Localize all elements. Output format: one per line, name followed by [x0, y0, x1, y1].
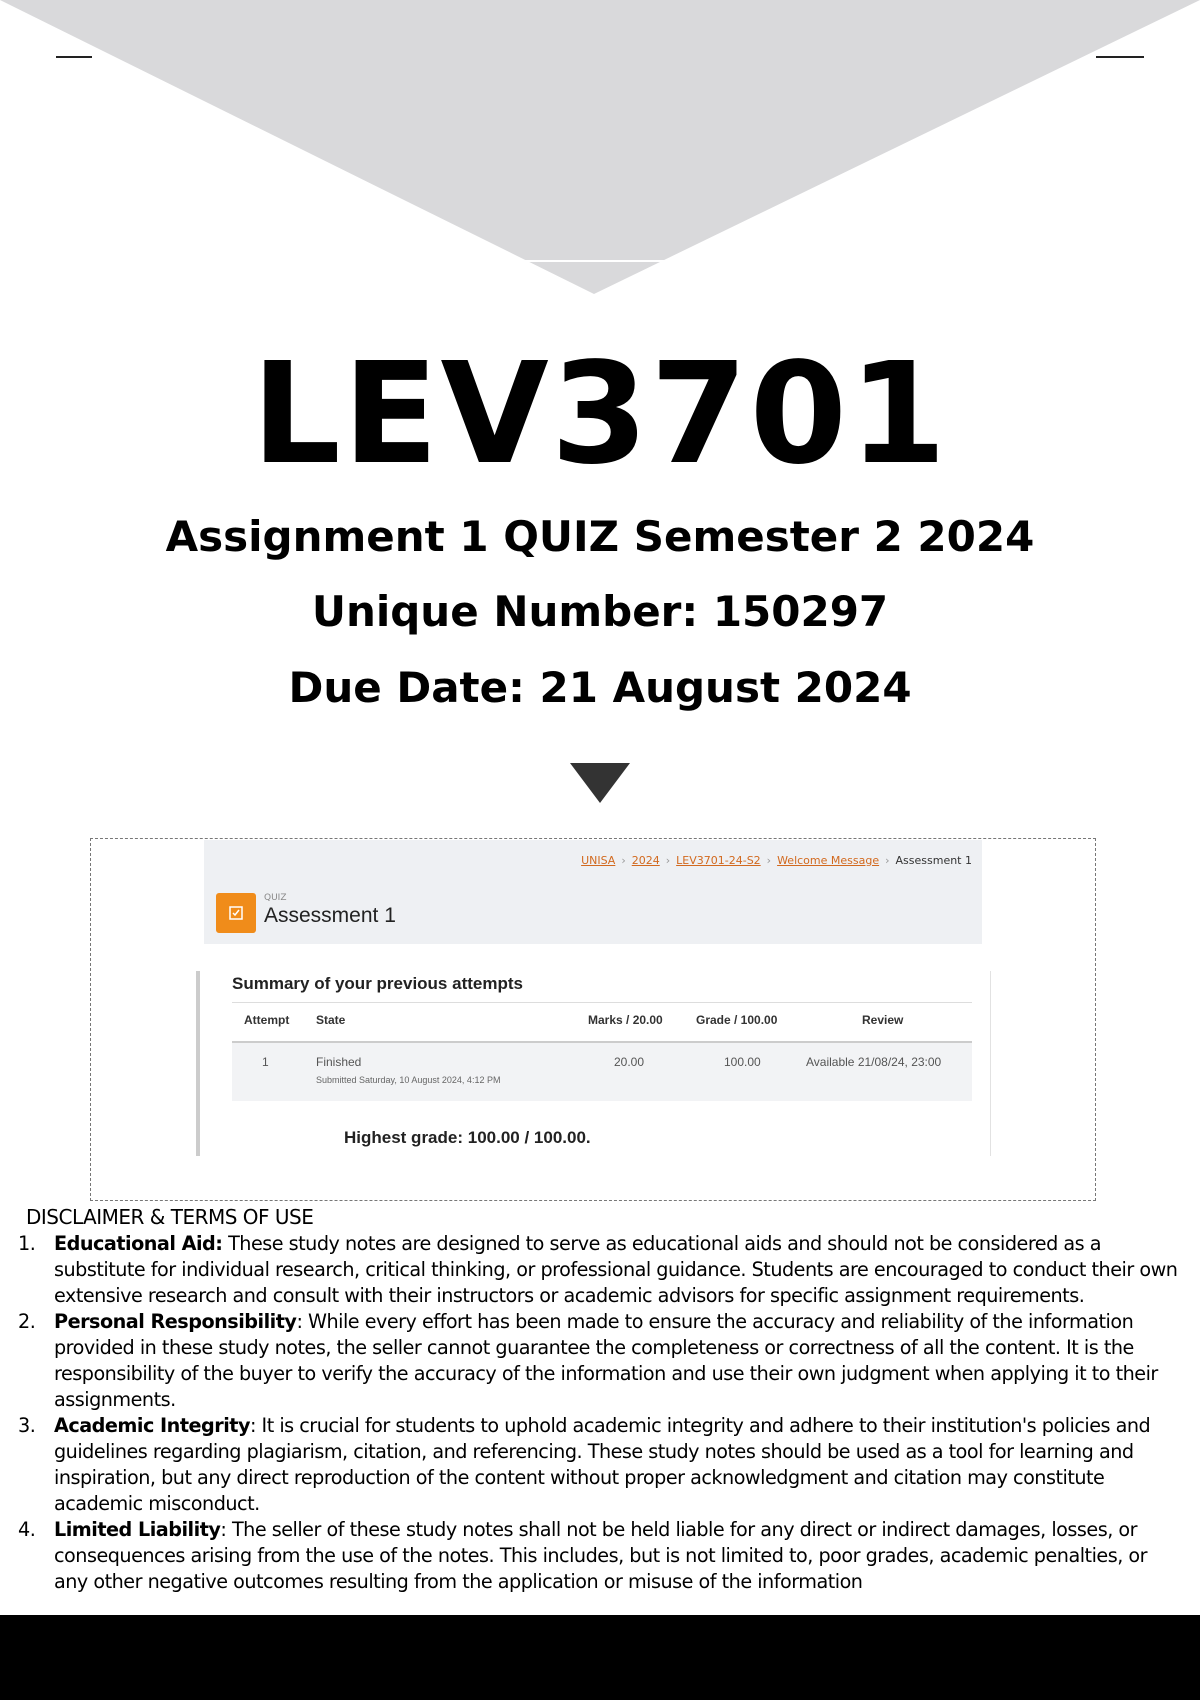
cell-grade: 100.00 — [724, 1055, 761, 1069]
assignment-line: Assignment 1 QUIZ Semester 2 2024 — [165, 512, 1035, 561]
chevron-right-icon: › — [665, 854, 671, 867]
disclaimer-heading: DISCLAIMER & TERMS OF USE — [26, 1205, 314, 1229]
unique-number-line: Unique Number: 150297 — [311, 587, 889, 636]
cell-state: Finished — [316, 1055, 362, 1069]
chevron-right-icon: › — [766, 854, 772, 867]
item-number: 2. — [18, 1310, 36, 1333]
down-triangle-icon — [570, 763, 630, 803]
cell-marks: 20.00 — [614, 1055, 645, 1069]
item-number: 3. — [18, 1414, 36, 1437]
corner-rule-left — [56, 56, 92, 58]
attempts-summary-panel — [196, 971, 991, 1156]
quiz-type-label: QUIZ — [264, 893, 287, 903]
column-header-state: State — [316, 1013, 346, 1027]
breadcrumb-item[interactable]: Welcome Message — [777, 854, 880, 867]
terms-list-item — [0, 1309, 1200, 1413]
item-heading: Limited Liability — [54, 1518, 221, 1541]
course-code-title: LEV3701 — [251, 333, 949, 496]
terms-list-item — [0, 1231, 1200, 1309]
chevron-right-icon: › — [885, 854, 890, 867]
item-heading: Academic Integrity — [54, 1414, 250, 1437]
quiz-page-header — [204, 840, 982, 944]
divider — [232, 1002, 972, 1003]
table-row — [232, 1043, 972, 1101]
highest-grade: Highest grade: 100.00 / 100.00. — [344, 1128, 591, 1147]
summary-heading: Summary of your previous attempts — [232, 974, 523, 993]
item-text: These study notes are designed to serve as educational aids and should not be considered as a substitute for individual research, critical thinking, or professional guidance. Students are encouraged to conduct their own extensive research and consult with their instructors or academic advisors for specific assignment requirements. — [54, 1232, 1178, 1307]
breadcrumb — [581, 854, 972, 867]
breadcrumb-item[interactable]: UNISA — [581, 854, 616, 867]
corner-rule-right — [1096, 56, 1144, 58]
item-number: 1. — [18, 1232, 36, 1255]
chevron-right-icon: › — [621, 854, 626, 867]
cell-review: Available 21/08/24, 23:00 — [806, 1055, 942, 1069]
breadcrumb-current: Assessment 1 — [895, 854, 972, 867]
quiz-title: Assessment 1 — [264, 904, 396, 927]
breadcrumb-item[interactable]: LEV3701-24-S2 — [676, 854, 761, 867]
item-heading: Personal Responsibility — [54, 1310, 297, 1333]
terms-list-item — [0, 1413, 1200, 1517]
terms-list-item — [0, 1517, 1200, 1595]
terms-list — [0, 1231, 1200, 1595]
column-header-attempt: Attempt — [244, 1013, 290, 1027]
item-text: : The seller of these study notes shall not be held liable for any direct or indirect damages, losses, or consequences arising from the use of the notes. This includes, but is not limited to, poor grades, academic penalties, or any other negative outcomes resulting from the application or misuse of the information — [54, 1518, 1148, 1593]
due-date-line: Due Date: 21 August 2024 — [288, 663, 912, 712]
column-header-grade: Grade / 100.00 — [696, 1013, 778, 1027]
cell-submitted: Submitted Saturday, 10 August 2024, 4:12 PM — [316, 1075, 501, 1085]
column-header-review: Review — [862, 1013, 904, 1027]
breadcrumb-item[interactable]: 2024 — [631, 854, 660, 867]
item-number: 4. — [18, 1518, 36, 1541]
item-heading: Educational Aid: — [54, 1232, 223, 1255]
cell-attempt: 1 — [262, 1055, 269, 1069]
page-bottom-bar — [0, 1615, 1200, 1700]
cover-chevron-shape — [0, 0, 1200, 300]
column-header-marks: Marks / 20.00 — [588, 1013, 663, 1027]
item-text: : It is crucial for students to uphold academic integrity and adhere to their institution's policies and guidelines regarding plagiarism, citation, and referencing. These study notes should be used as a tool for learning and inspiration, but any direct reproduction of the content without proper acknowledgment and citation may constitute academic misconduct. — [54, 1414, 1151, 1515]
item-text: : While every effort has been made to ensure the accuracy and reliability of the information provided in these study notes, the seller cannot guarantee the completeness or correctness of all the content. It is the responsibility of the buyer to verify the accuracy of the information and use their own judgment when applying it to their assignments. — [54, 1310, 1158, 1411]
quiz-edit-icon — [216, 893, 256, 933]
